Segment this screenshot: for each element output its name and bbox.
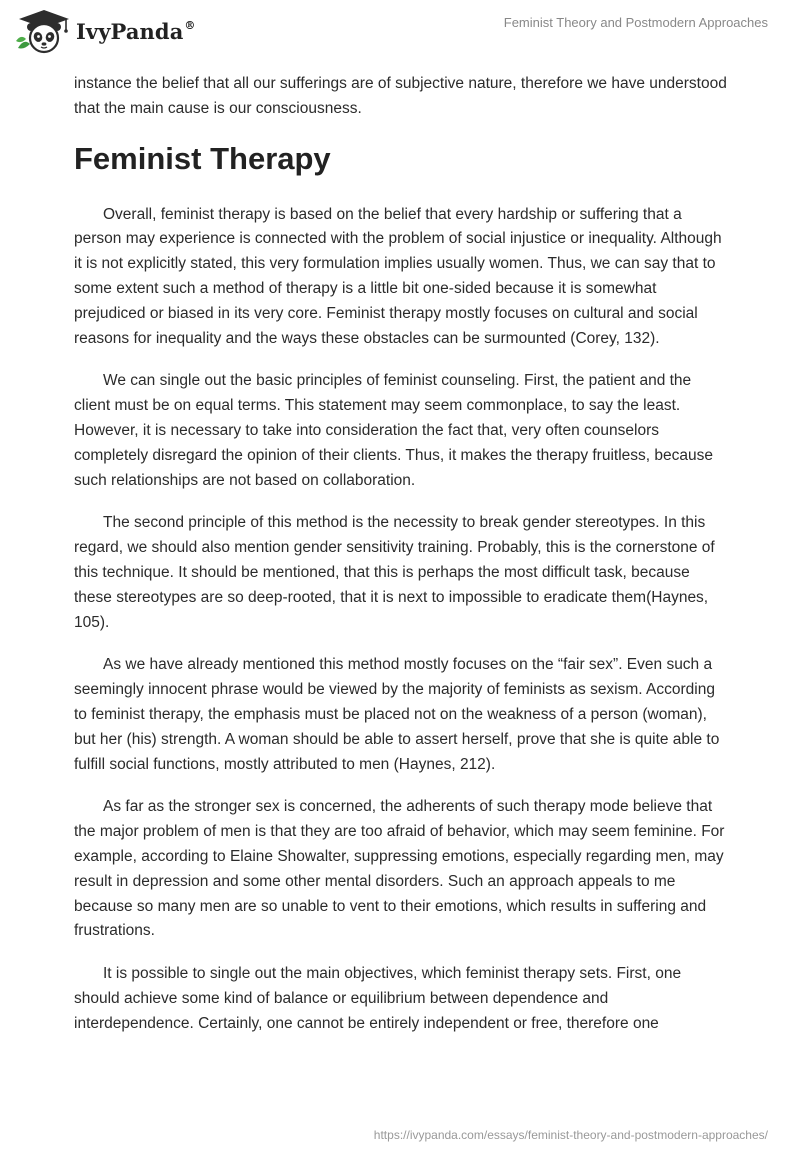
section-heading: Feminist Therapy bbox=[74, 140, 331, 176]
article-body bbox=[74, 72, 728, 1055]
paragraph-1: Overall, feminist therapy is based on the belief that every hardship or suffering that a person may experience is connected with the problem of social injustice or inequality. Although it is not explicitly stated, this very formulation implies usually women. Thus, we can say that to some extent such a method of therapy is a little bit one-sided because it is somewhat prejudiced or biased in its very core. Feminist therapy mostly focuses on cultural and social reasons for inequality and the ways these obstacles can be surmounted (Corey, 132). bbox=[74, 205, 722, 347]
brand-text: IvyPanda bbox=[76, 19, 184, 44]
brand-name[interactable] bbox=[76, 19, 196, 44]
paragraph-6: It is possible to single out the main objectives, which feminist therapy sets. First, one should achieve some kind of balance or equilibrium between dependence and interdependence. Certainly, one cannot be entirely independent or free, therefore one bbox=[74, 965, 682, 1032]
paragraph-2: We can single out the basic principles of feminist counseling. First, the patient and the client must be on equal terms. This statement may seem commonplace, to say the least. However, it is necessary to take into consideration the fact that, very often counselors completely disregard the opinion of their clients. Thus, it makes the therapy fruitless, because such relationships are not based on collaboration. bbox=[74, 372, 713, 489]
paragraph-3: The second principle of this method is the necessity to break gender stereotypes. In this regard, we should also mention gender sensitivity training. Probably, this is the cornerstone of this technique. It should be mentioned, that this is perhaps the most difficult task, because these stereotypes are so deep-rooted, that it is next to impossible to eradicate them(Haynes, 105). bbox=[74, 514, 715, 631]
page-header bbox=[0, 0, 800, 62]
registered-mark: ® bbox=[184, 19, 196, 32]
paragraph-5: As far as the stronger sex is concerned, the adherents of such therapy mode believe that the major problem of men is that they are too afraid of behavior, which may seem feminine. For example, according to Elaine Showalter, suppressing emotions, especially regarding men, may result in depression and some other mental disorders. Such an approach appeals to me because so many men are so unable to vent to their emotions, which results in suffering and frustrations. bbox=[74, 798, 725, 940]
document-title: Feminist Theory and Postmodern Approaches bbox=[503, 15, 768, 30]
intro-paragraph: instance the belief that all our sufferings are of subjective nature, therefore we have understood that the main cause is our consciousness. bbox=[74, 75, 727, 117]
paragraph-4: As we have already mentioned this method mostly focuses on the “fair sex”. Even such a seemingly innocent phrase would be viewed by the majority of feminists as sexism. According to feminist therapy, the emphasis must be placed not on the weakness of a person (woman), but her (his) strength. A woman should be able to assert herself, prove that she is quite able to fulfill social functions, mostly attributed to men (Haynes, 212). bbox=[74, 656, 720, 773]
panda-graduate-logo-icon bbox=[14, 8, 74, 54]
source-url[interactable]: https://ivypanda.com/essays/feminist-theory-and-postmodern-approaches/ bbox=[373, 1128, 768, 1142]
